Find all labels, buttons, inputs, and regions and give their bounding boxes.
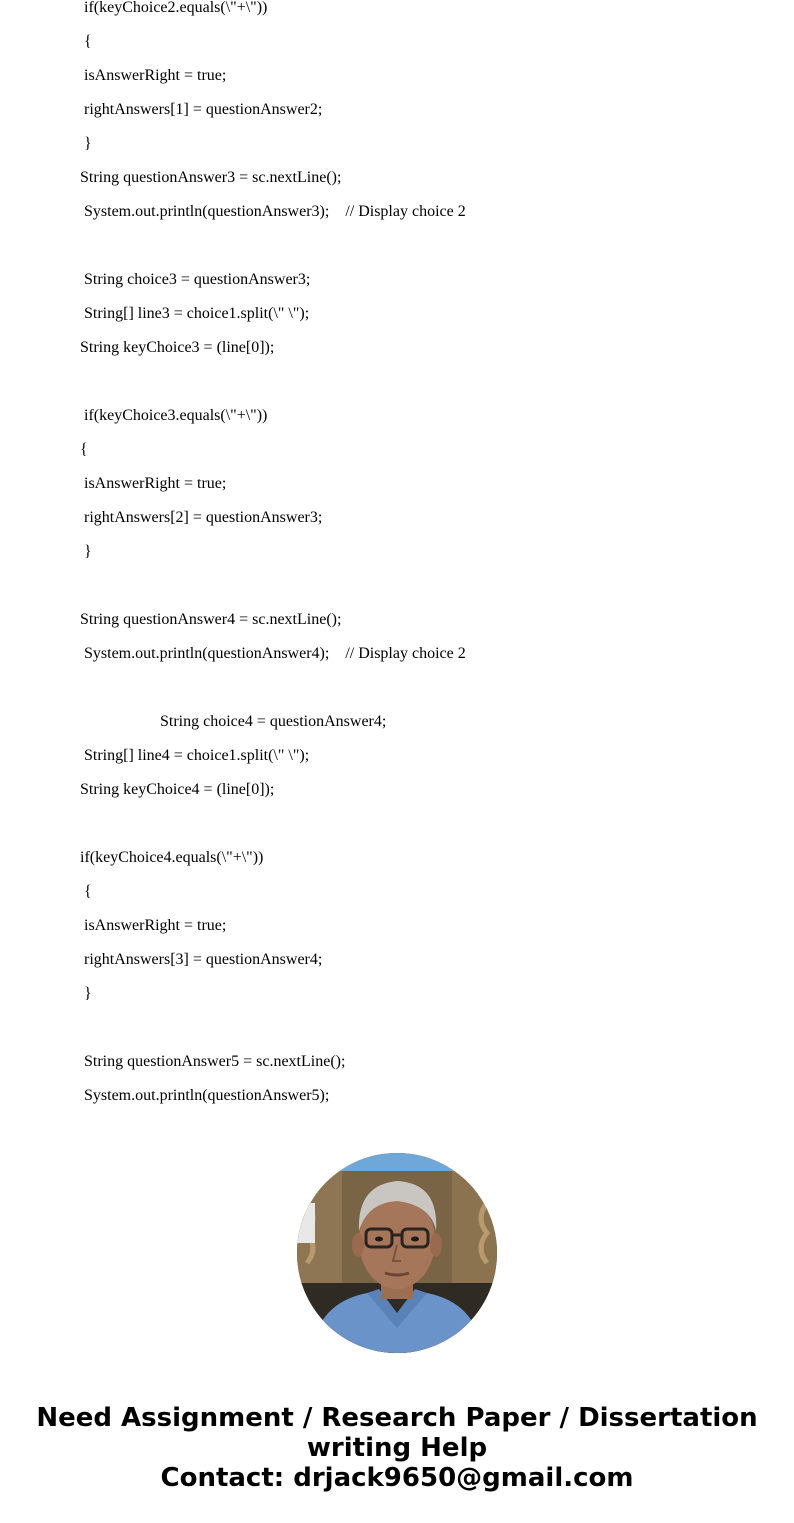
code-line: String questionAnswer5 = sc.nextLine(); [80, 1053, 346, 1070]
code-line: } [80, 543, 92, 560]
code-line: { [80, 883, 92, 900]
code-line: if(keyChoice2.equals(\"+\")) [80, 0, 268, 16]
code-line: String choice4 = questionAnswer4; [160, 713, 387, 730]
code-line: rightAnswers[1] = questionAnswer2; [80, 101, 323, 118]
code-line: isAnswerRight = true; [80, 917, 227, 934]
contact-email: Contact: drjack9650@gmail.com [160, 1463, 634, 1493]
code-line: String choice3 = questionAnswer3; [80, 271, 311, 288]
code-line: String[] line3 = choice1.split(\" \"); [80, 305, 310, 322]
code-line: String questionAnswer3 = sc.nextLine(); [80, 169, 342, 186]
promo-footer [0, 1403, 794, 1493]
code-line: if(keyChoice3.equals(\"+\")) [80, 407, 268, 424]
code-line: if(keyChoice4.equals(\"+\")) [80, 849, 264, 866]
code-line: String keyChoice3 = (line[0]); [80, 339, 275, 356]
code-line: { [80, 441, 88, 458]
code-line: { [80, 33, 92, 50]
code-line: rightAnswers[3] = questionAnswer4; [80, 951, 323, 968]
author-photo [297, 1153, 497, 1353]
code-line: } [80, 985, 92, 1002]
promo-line: writing Help [306, 1433, 488, 1463]
code-line: String keyChoice4 = (line[0]); [80, 781, 275, 798]
promo-line: Need Assignment / Research Paper / Dissertation [36, 1403, 758, 1433]
code-line: System.out.println(questionAnswer4); // Display choice 2 [80, 645, 466, 662]
code-line: rightAnswers[2] = questionAnswer3; [80, 509, 323, 526]
code-line: System.out.println(questionAnswer3); // Display choice 2 [80, 203, 466, 220]
code-line: isAnswerRight = true; [80, 67, 227, 84]
code-line: String[] line4 = choice1.split(\" \"); [80, 747, 310, 764]
code-line: } [80, 135, 92, 152]
code-line: System.out.println(questionAnswer5); [80, 1087, 330, 1104]
code-line: String questionAnswer4 = sc.nextLine(); [80, 611, 342, 628]
code-line: isAnswerRight = true; [80, 475, 227, 492]
